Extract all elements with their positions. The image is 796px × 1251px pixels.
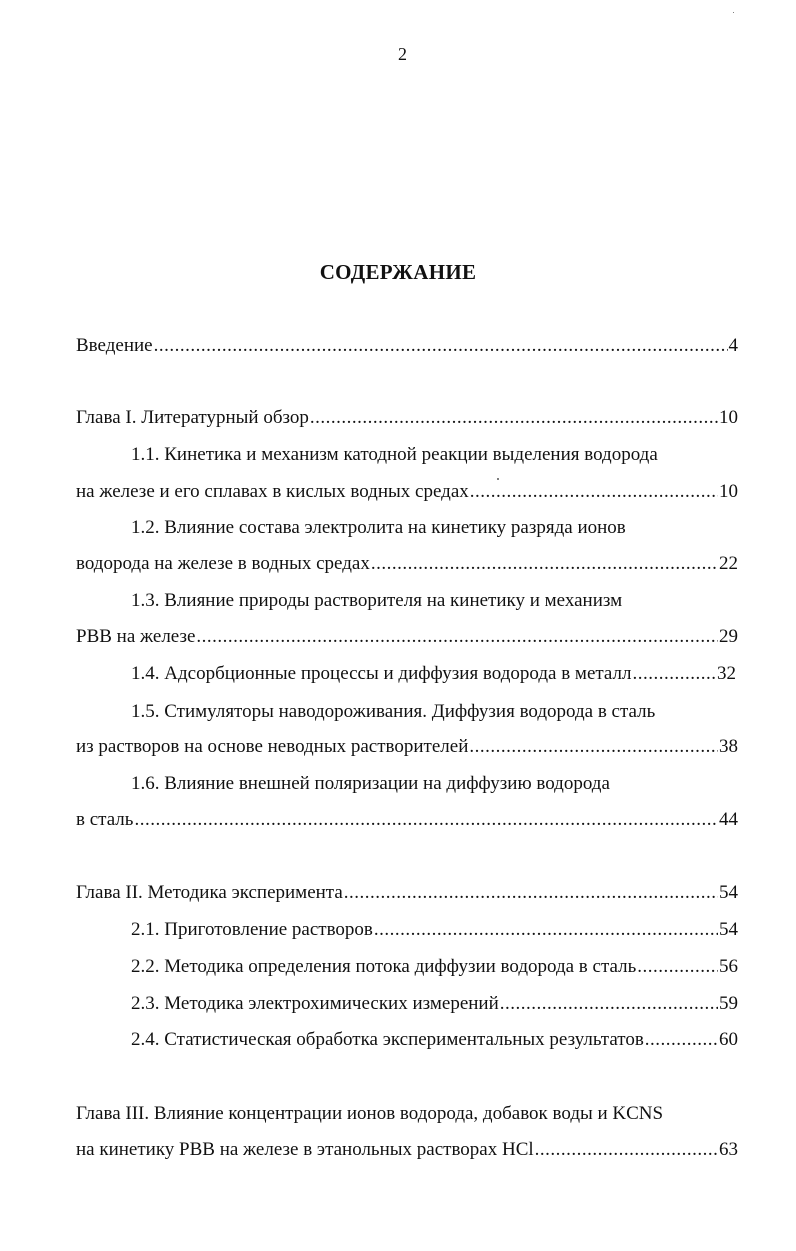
toc-entry-text: 2.4. Статистическая обработка экспериментальных результатов (131, 1029, 644, 1050)
toc-entry-text: 2.3. Методика электрохимических измерений (131, 993, 499, 1014)
leader-dots (632, 662, 716, 686)
toc-entry-2-1[interactable] (131, 918, 738, 942)
toc-entry-page: 32 (717, 663, 736, 684)
toc-entry-page: 4 (728, 335, 738, 356)
toc-entry-text: водорода на железе в водных средах (76, 553, 370, 574)
toc-entry-text: 2.2. Методика определения потока диффузии водорода в сталь (131, 956, 637, 977)
leader-dots (196, 625, 718, 649)
leader-dots (344, 881, 718, 905)
leader-dots (310, 406, 718, 430)
toc-entry-1-3-line1: 1.3. Влияние природы растворителя на кинетику и механизм (131, 590, 623, 611)
scan-speck (497, 478, 499, 480)
toc-entry-page: 22 (719, 553, 738, 574)
toc-entry-1-6[interactable] (76, 808, 738, 832)
toc-entry-1-2-line1: 1.2. Влияние состава электролита на кинетику разряда ионов (131, 517, 626, 538)
toc-entry-text: в сталь (76, 809, 134, 830)
leader-dots (470, 480, 718, 504)
toc-entry-page: 38 (719, 736, 738, 757)
toc-entry-page: 56 (719, 956, 738, 977)
toc-entry-text: Глава II. Методика эксперимента (76, 882, 343, 903)
toc-entry-1-5[interactable] (76, 735, 738, 759)
toc-entry-text: РВВ на железе (76, 626, 196, 647)
toc-entry-page: 54 (719, 882, 738, 903)
scan-speck (733, 12, 734, 13)
leader-dots (374, 918, 718, 942)
toc-entry-chapter-3[interactable] (76, 1138, 738, 1162)
page-number: 2 (398, 44, 407, 64)
toc-entry-1-2[interactable] (76, 552, 738, 576)
toc-entry-2-4[interactable] (131, 1028, 738, 1052)
toc-entry-page: 59 (719, 993, 738, 1014)
toc-entry-page: 10 (719, 481, 738, 502)
toc-entry-1-3[interactable] (76, 625, 738, 649)
toc-entry-chapter-3-line1: Глава III. Влияние концентрации ионов водорода, добавок воды и KCNS (76, 1103, 664, 1124)
leader-dots (371, 552, 718, 576)
toc-entry-text: 2.1. Приготовление растворов (131, 919, 373, 940)
toc-entry-page: 10 (719, 407, 738, 428)
leader-dots (134, 808, 718, 832)
toc-entry-text: Глава I. Литературный обзор (76, 407, 309, 428)
leader-dots (500, 992, 718, 1016)
toc-entry-2-2[interactable] (131, 955, 738, 979)
leader-dots (469, 735, 718, 759)
toc-entry-1-6-line1: 1.6. Влияние внешней поляризации на диффузию водорода (131, 773, 610, 794)
toc-entry-1-5-line1: 1.5. Стимуляторы наводороживания. Диффузия водорода в сталь (131, 701, 656, 722)
toc-entry-page: 60 (719, 1029, 738, 1050)
toc-entry-text: на железе и его сплавах в кислых водных средах (76, 481, 469, 502)
leader-dots (637, 955, 718, 979)
toc-entry-page: 44 (719, 809, 738, 830)
toc-entry-page: 63 (719, 1139, 738, 1160)
leader-dots (154, 334, 728, 358)
toc-entry-text: на кинетику РВВ на железе в этанольных растворах HCl (76, 1139, 534, 1160)
toc-entry-text: из растворов на основе неводных растворителей (76, 736, 469, 757)
toc-entry-1-1[interactable] (76, 480, 738, 504)
toc-entry-1-4[interactable] (131, 662, 736, 686)
toc-entry-text: 1.4. Адсорбционные процессы и диффузия водорода в металл (131, 663, 632, 684)
toc-entry-page: 54 (719, 919, 738, 940)
toc-entry-text: Введение (76, 335, 153, 356)
toc-entry-chapter-2[interactable] (76, 881, 738, 905)
toc-entry-2-3[interactable] (131, 992, 738, 1016)
leader-dots (645, 1028, 718, 1052)
toc-entry-introduction[interactable] (76, 334, 738, 358)
toc-title: СОДЕРЖАНИЕ (319, 260, 477, 284)
leader-dots (535, 1138, 718, 1162)
toc-entry-chapter-1[interactable] (76, 406, 738, 430)
toc-entry-1-1-line1: 1.1. Кинетика и механизм катодной реакции выделения водорода (131, 444, 658, 465)
toc-entry-page: 29 (719, 626, 738, 647)
